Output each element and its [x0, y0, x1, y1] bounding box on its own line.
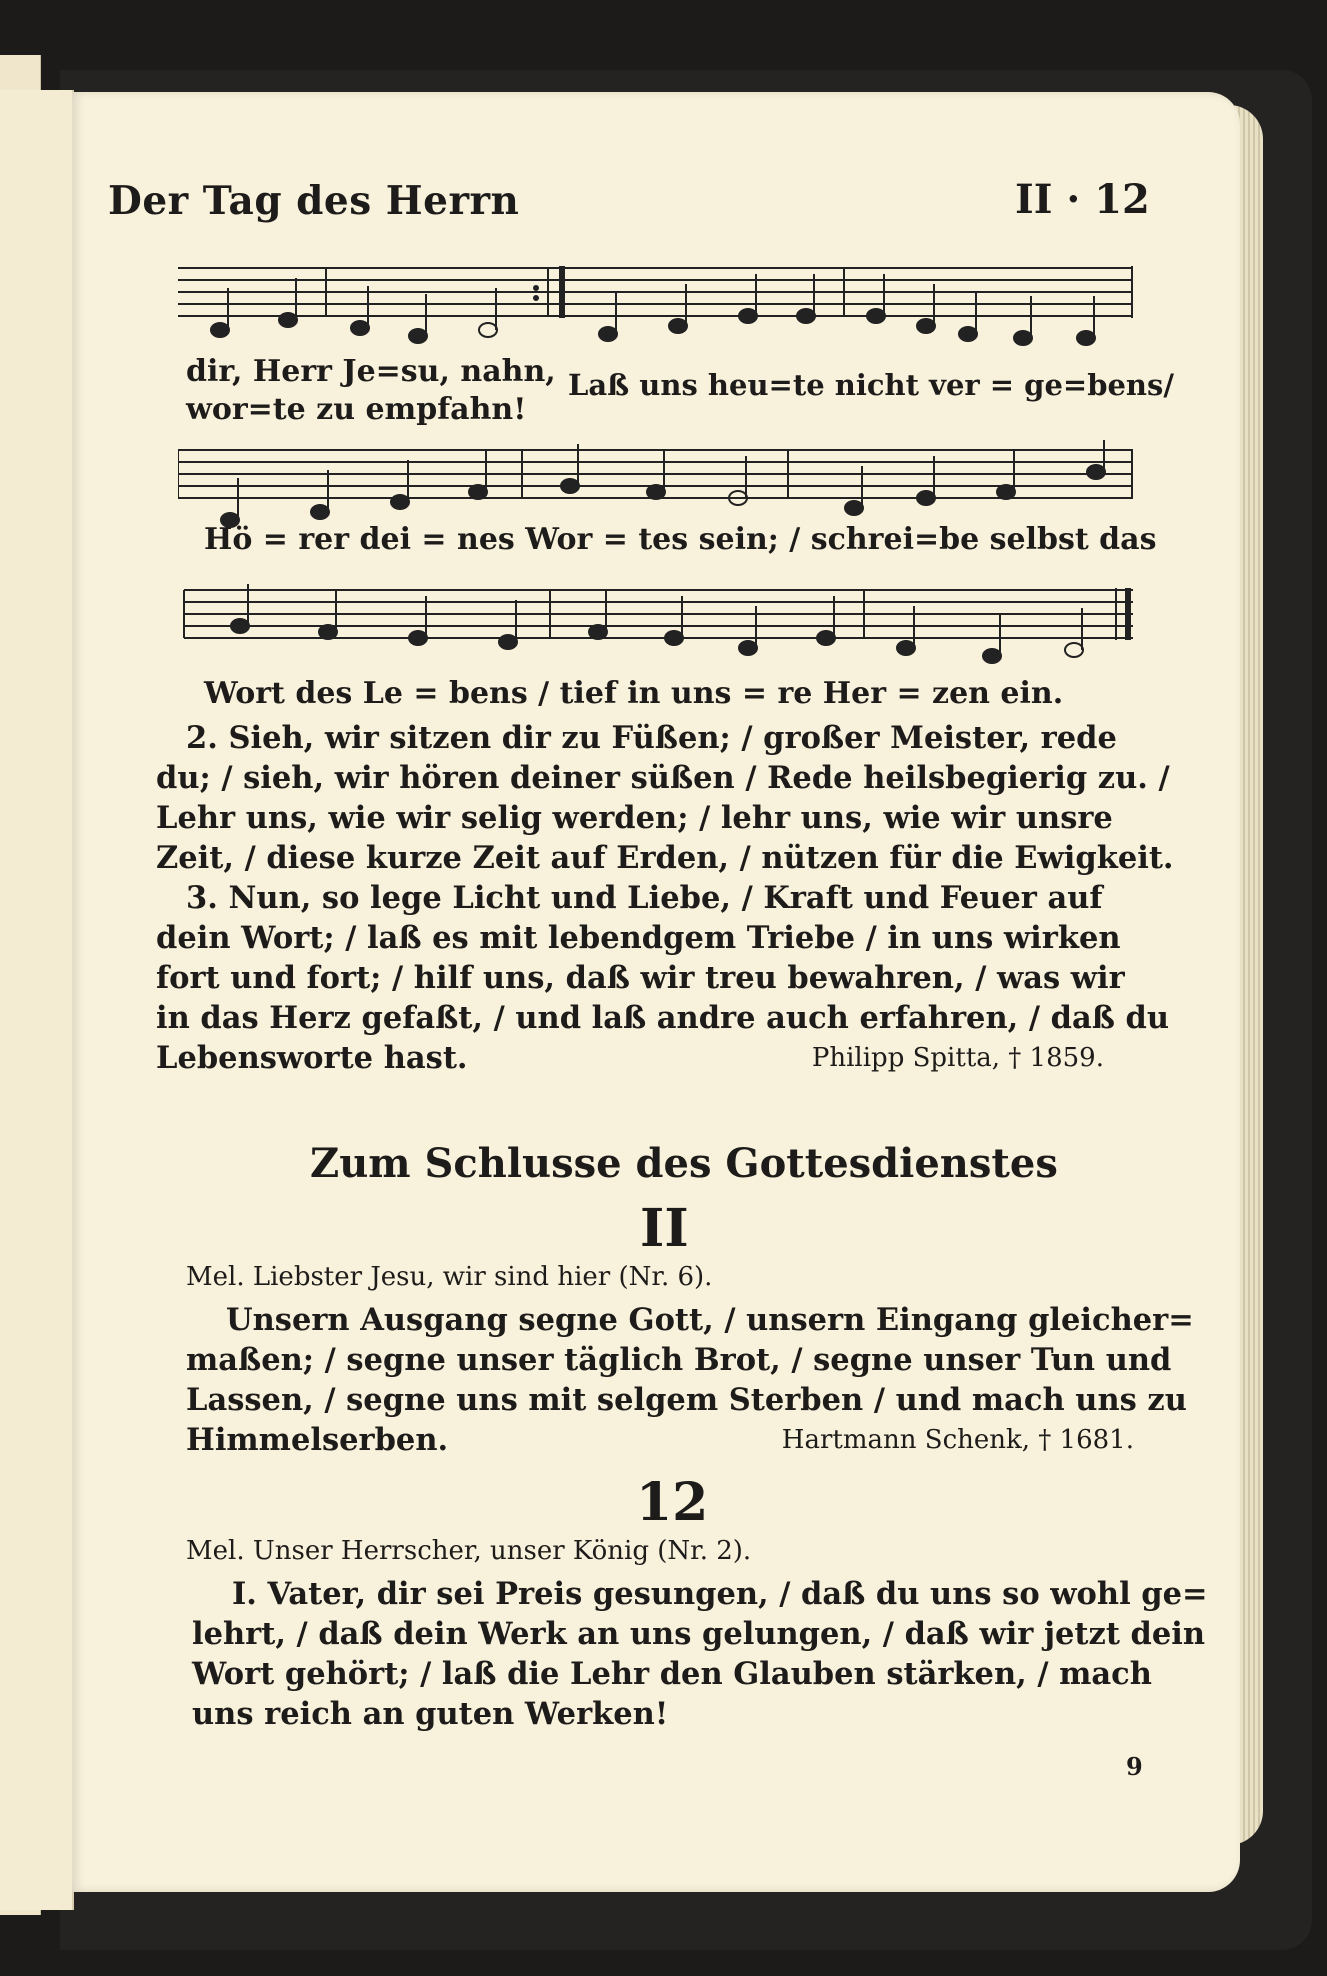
- verse-2: [156, 718, 1174, 878]
- verse-3-line: dein Wort; / laß es mit lebendgem Triebe / in uns wirken: [156, 920, 1121, 956]
- verse-2-line: Zeit, / diese kurze Zeit auf Erden, / nützen für die Ewigkeit.: [156, 840, 1174, 876]
- verse-3-last-line: Lebensworte hast.: [156, 1040, 468, 1076]
- verse-2-line: du; / sieh, wir hören deiner süßen / Rede heilsbegierig zu. /: [156, 760, 1170, 796]
- hymn-12-line: Wort gehört; / laß die Lehr den Glauben stärken, / mach: [192, 1656, 1152, 1692]
- hymn-12-line: I. Vater, dir sei Preis gesungen, / daß du uns so wohl ge=: [232, 1576, 1208, 1612]
- verse-2-line: Lehr uns, wie wir selig werden; / lehr uns, wie wir unsre: [156, 800, 1113, 836]
- hymn-11-line: maßen; / segne unser täglich Brot, / segne unser Tun und: [186, 1342, 1172, 1378]
- hymn-11-melody: Mel. Liebster Jesu, wir sind hier (Nr. 6).: [186, 1262, 713, 1292]
- hymn-11-last-line: Himmelserben.: [186, 1422, 449, 1458]
- hymn-12-number: 12: [636, 1472, 709, 1533]
- music-lyrics-1b: wor=te zu empfahn!: [186, 392, 527, 427]
- music-lyrics-3: Wort des Le = bens / tief in uns = re Her = zen ein.: [204, 676, 1064, 711]
- verse-2-line: 2. Sieh, wir sitzen dir zu Füßen; / großer Meister, rede: [186, 720, 1117, 756]
- hymn-12-melody: Mel. Unser Herrscher, unser König (Nr. 2).: [186, 1536, 752, 1566]
- verse-3-line: fort und fort; / hilf uns, daß wir treu bewahren, / was wir: [156, 960, 1125, 996]
- hymn-11-line: Lassen, / segne uns mit selgem Sterben / und mach uns zu: [186, 1382, 1187, 1418]
- hymn-11-author: Hartmann Schenk, † 1681.: [781, 1425, 1134, 1455]
- verse-3-author: Philipp Spitta, † 1859.: [811, 1043, 1104, 1073]
- music-staff-3: [178, 580, 1138, 670]
- music-staff-1: [178, 258, 1138, 358]
- left-page-edge: [0, 90, 74, 1910]
- verse-3-line: in das Herz gefaßt, / und laß andre auch erfahren, / daß du: [156, 1000, 1170, 1036]
- section-title: Zum Schlusse des Gottesdienstes: [310, 1140, 1058, 1187]
- hymn-12-text: [192, 1574, 1208, 1734]
- hymn-11-line: Unsern Ausgang segne Gott, / unsern Eingang gleicher=: [226, 1302, 1194, 1338]
- hymn-11-text: [186, 1300, 1194, 1460]
- hymn-12-last-line: uns reich an guten Werken!: [192, 1696, 669, 1732]
- verse-3-line: 3. Nun, so lege Licht und Liebe, / Kraft und Feuer auf: [186, 880, 1103, 916]
- page-number: 9: [1126, 1752, 1143, 1781]
- music-lyrics-2: Hö = rer dei = nes Wor = tes sein; / schrei=be selbst das: [204, 522, 1157, 557]
- hymn-12-line: lehrt, / daß dein Werk an uns gelungen, / daß wir jetzt dein: [192, 1616, 1206, 1652]
- music-lyrics-1c: Laß uns heu=te nicht ver = ge=bens/: [568, 368, 1174, 402]
- verse-3: [156, 878, 1170, 1078]
- running-header-hymn-range: II · 12: [1015, 176, 1150, 223]
- hymn-11-number: II: [640, 1198, 689, 1259]
- music-lyrics-1a: dir, Herr Je=su, nahn,: [186, 354, 556, 389]
- running-header-title: Der Tag des Herrn: [108, 178, 520, 224]
